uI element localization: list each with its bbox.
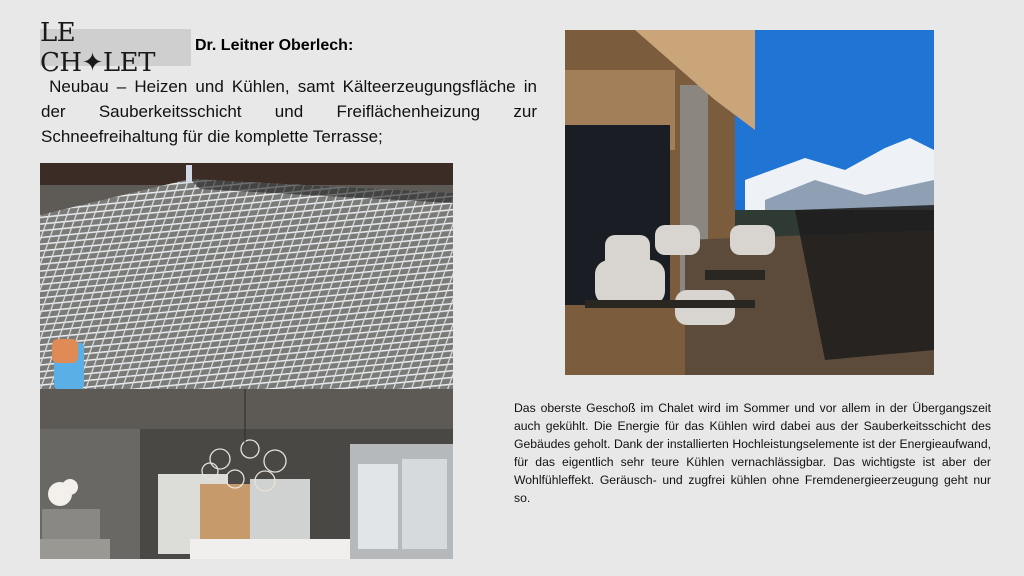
heating-mats-photo — [40, 163, 453, 389]
chalet-logo — [40, 17, 191, 78]
intro-paragraph: Neubau – Heizen und Kühlen, samt Kälteerzeugungsfläche in der Sauberkeitsschicht und Freiflächenheizung zur Schneefreihaltung für die komplette Terrasse; — [41, 77, 537, 146]
description-paragraph: Das oberste Geschoß im Chalet wird im Sommer und vor allem in der Übergangszeit auch gekühlt. Die Energie für das Kühlen wird dabei aus der Sauberkeitsschicht des Gebäudes geholt. Dank der installierten Hochleistungselemente ist der Energieaufwand, für das eigentlich sehr teure Kühlen vernachlässigbar. Das wichtigste ist aber der Wohlfühleffekt. Geräusch- und zugfrei kühlen ohne Fremdenergieerzeugung geht nur so. — [514, 401, 991, 505]
dining-room-photo — [40, 389, 453, 559]
logo-text: LE CH✦LET — [40, 17, 155, 78]
terrace-photo — [565, 30, 934, 375]
page-heading: Dr. Leitner Oberlech: — [195, 37, 354, 54]
